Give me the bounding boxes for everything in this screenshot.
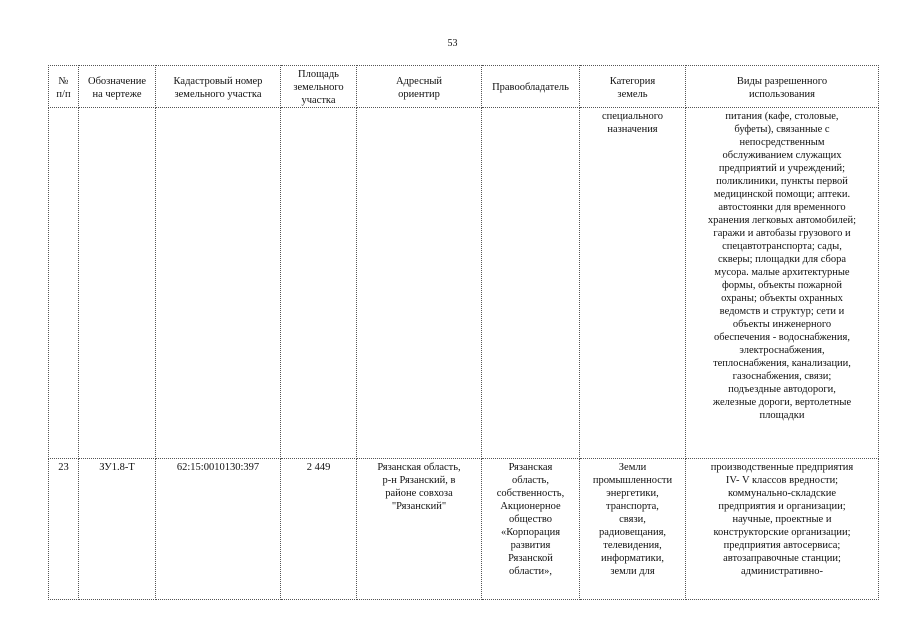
cell-number: 23 [49,459,79,600]
land-plots-table [48,65,879,600]
cell-permitted-use: производственные предприятия IV- V классов вредности; коммунально-складские предприятия и организации; научные, проектные и конструкторские организации; предприятия автосервиса; автозаправочные станции; административно- [686,459,879,600]
page-number: 53 [447,38,458,49]
header-land-category: Категория земель [580,66,686,108]
cell-permitted-use: питания (кафе, столовые, буфеты), связанные с непосредственным обслуживанием служащих предприятий и учреждений; поликлиники, пункты первой медицинской помощи; аптеки. автостоянки для временного хранения легковых автомобилей; гаражи и автобазы грузового и спецавтотранспорта; сады, скверы; площадки для сбора мусора. малые архитектурные формы, объекты пожарной охраны; объекты охранных ведомств и структур; сети и объекты инженерного обеспечения - водоснабжения, электроснабжения, теплоснабжения, канализации, газоснабжения, связи; подъездные автодороги, железные дороги, вертолетные площадки [686,108,879,459]
cell-owner [482,108,580,459]
table-row [49,108,879,459]
cell-number [49,108,79,459]
cell-cadastral-number [156,108,281,459]
header-designation: Обозначение на чертеже [79,66,156,108]
cell-address [357,108,482,459]
header-number: № п/п [49,66,79,108]
header-cadastral-number: Кадастровый номер земельного участка [156,66,281,108]
header-address: Адресный ориентир [357,66,482,108]
cell-address: Рязанская область, р-н Рязанский, в районе совхоза "Рязанский" [357,459,482,600]
header-row [49,66,879,108]
header-permitted-use: Виды разрешенного использования [686,66,879,108]
cell-designation [79,108,156,459]
cell-cadastral-number: 62:15:0010130:397 [156,459,281,600]
header-area: Площадь земельного участка [281,66,357,108]
cell-land-category: Земли промышленности энергетики, транспорта, связи, радиовещания, телевидения, информатики, земли для [580,459,686,600]
cell-designation: ЗУ1.8-Т [79,459,156,600]
cell-owner: Рязанская область, собственность, Акционерное общество «Корпорация развития Рязанской области», [482,459,580,600]
table-row [49,459,879,600]
cell-area [281,108,357,459]
cell-land-category: специального назначения [580,108,686,459]
header-owner: Правообладатель [482,66,580,108]
cell-area: 2 449 [281,459,357,600]
